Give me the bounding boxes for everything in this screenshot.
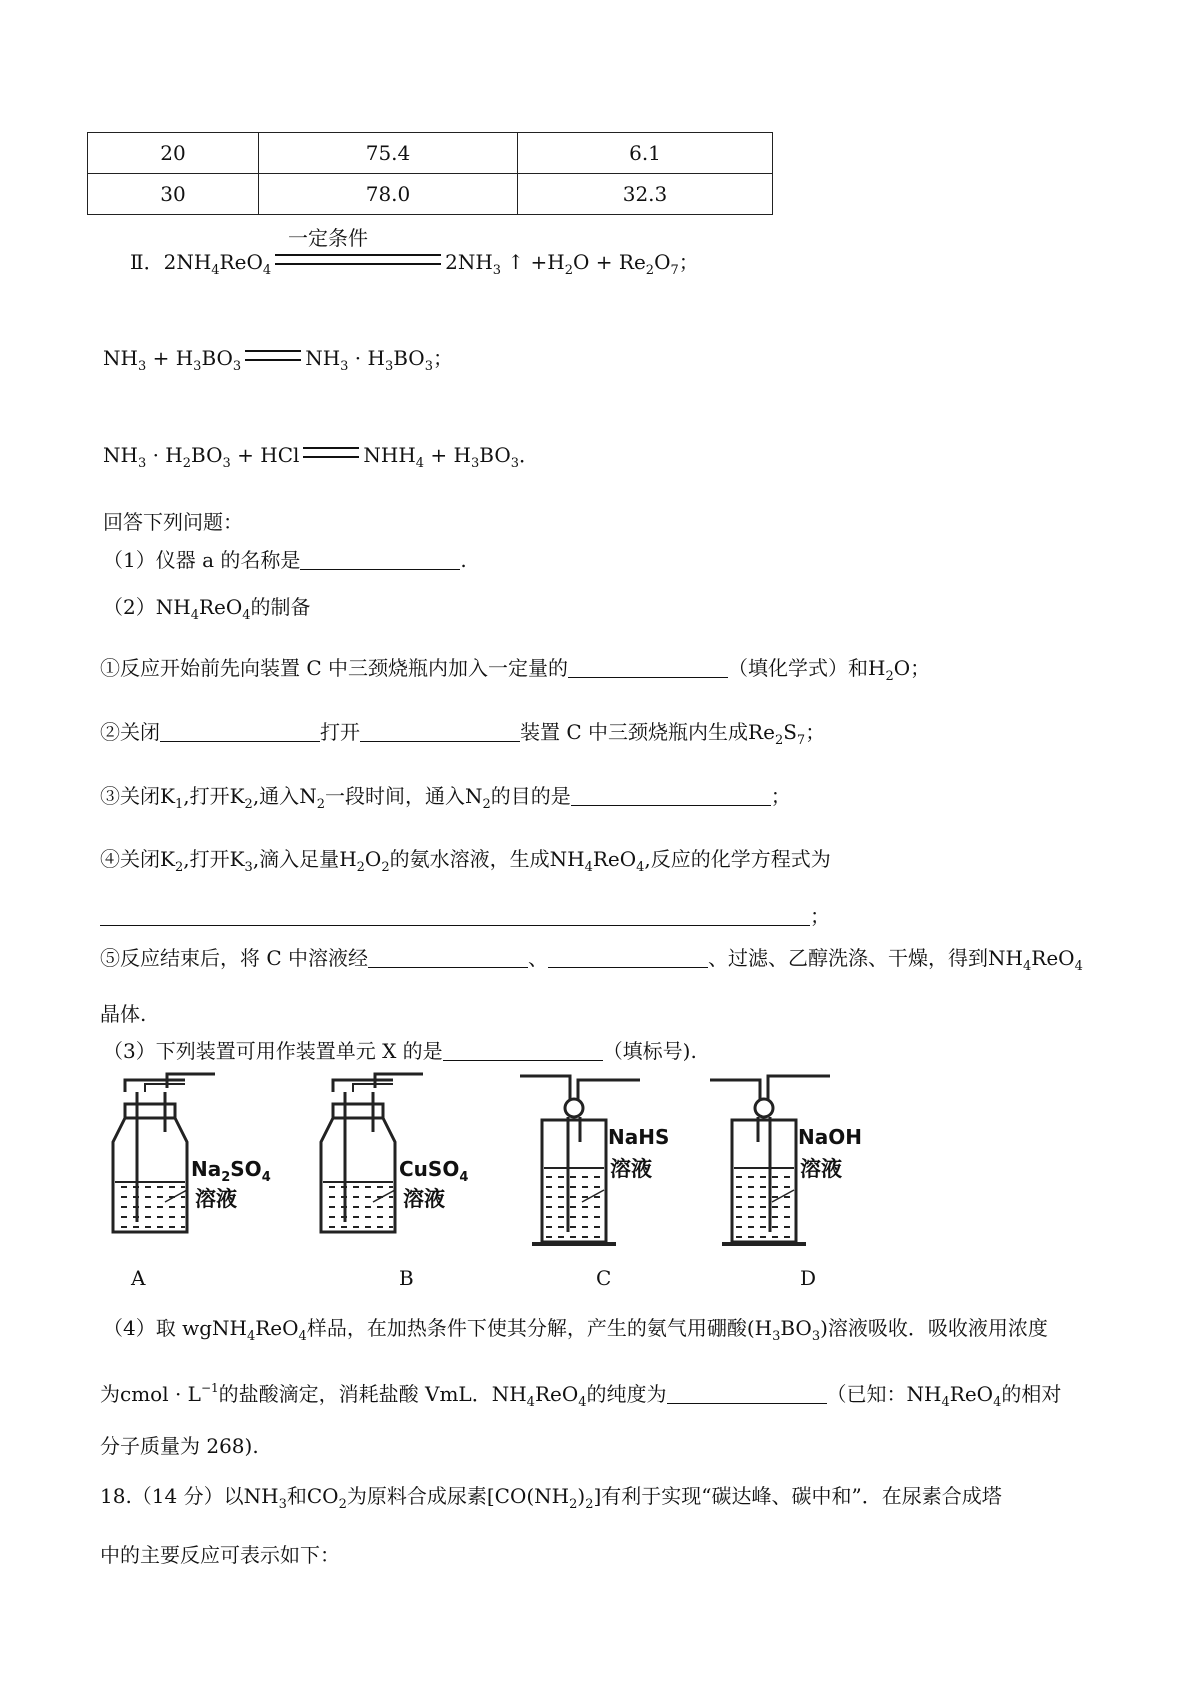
question-text: （填化学式）和 xyxy=(728,656,869,680)
question-2-1: ①反应开始前先向装置 C 中三颈烧瓶内加入一定量的 （填化学式）和$H_2O$； xyxy=(100,656,931,684)
question-2-2: ②关闭 打开 装置 C 中三颈烧瓶内生成$Re_2S_7$； xyxy=(100,720,826,748)
question-text: 打开 xyxy=(320,720,360,744)
table-cell: 30 xyxy=(88,174,259,215)
reaction-condition: 一定条件 xyxy=(288,226,368,250)
reagent-label: NaHS xyxy=(608,1125,670,1149)
question-4-line3: 分子质量为 268). xyxy=(100,1434,259,1458)
question-number: （2） xyxy=(103,595,156,619)
question-text: 的相对 xyxy=(1001,1382,1062,1406)
question-end: ； xyxy=(770,784,791,808)
question-2: $(2)NH_4ReO_4$的制备 xyxy=(103,595,311,623)
equation-1: Ⅱ．$2NH_4ReO_4$ $2NH_3$ ↑ $+H_2O + Re_2O_7$； xyxy=(130,250,699,278)
equation-3: $NH_3 \cdot H_2BO_3$ + HCl $NHH_4 + H_3BO_3$． xyxy=(103,443,540,471)
question-end: . xyxy=(460,548,467,572)
question-text: 装置 C 中三颈烧瓶内生成 xyxy=(520,720,749,744)
question-text: 一段时间，通入 xyxy=(324,784,465,808)
reagent-label: 溶液 xyxy=(403,1187,445,1211)
table-cell: 32.3 xyxy=(518,174,773,215)
question-2-3: ③关闭$K_1$,打开$K_2$,通入$N_2$一段时间，通入$N_2$的目的是 ； xyxy=(100,784,791,812)
question-text: ,打开 xyxy=(183,784,230,808)
question-2-5-line2: 晶体. xyxy=(100,1002,147,1026)
question-2-4: ④关闭$K_2$,打开$K_3$,滴入足量$H_2O_2$的氨水溶液，生成$NH_4ReO_4$,反应的化学方程式为 xyxy=(100,847,831,875)
apparatus-a xyxy=(113,1074,271,1232)
question-end: ； xyxy=(810,904,830,928)
question-text: 有利于实现“碳达峰、碳中和”．在尿素合成塔 xyxy=(601,1484,1002,1508)
option-label-a: A xyxy=(131,1266,146,1290)
answer-blank xyxy=(667,1387,827,1404)
table-row xyxy=(88,174,773,215)
answer-blank xyxy=(160,725,320,742)
question-text: ②关闭 xyxy=(100,720,160,744)
option-label-c: C xyxy=(596,1266,612,1290)
equation-prefix: Ⅱ． xyxy=(130,250,164,274)
question-18-line2: 中的主要反应可表示如下： xyxy=(100,1543,340,1567)
reagent-label: CuSO$_4$ xyxy=(399,1157,469,1185)
question-text: ,通入 xyxy=(252,784,300,808)
equation-end: ； xyxy=(678,250,699,274)
answer-blank xyxy=(360,725,520,742)
equals-sign xyxy=(275,254,441,265)
answer-blank xyxy=(100,909,810,926)
answer-blank xyxy=(571,789,771,806)
equals-sign xyxy=(303,447,359,458)
question-text: ,打开 xyxy=(183,847,230,871)
question-2-5: ⑤反应结束后，将 C 中溶液经 、 、过滤、乙醇洗涤、干燥，得到$NH_4ReO_4$ xyxy=(100,946,1083,974)
question-text: 和 xyxy=(286,1484,307,1508)
question-text: 、过滤、乙醇洗涤、干燥，得到 xyxy=(708,946,989,970)
apparatus-c xyxy=(520,1076,669,1244)
question-text: （1）仪器 a 的名称是 xyxy=(103,548,301,572)
reagent-label: 溶液 xyxy=(195,1187,237,1211)
equation-end: ． xyxy=(519,443,540,467)
question-text: （3）下列装置可用作装置单元 X 的是 xyxy=(103,1039,443,1063)
question-text: ⑤反应结束后，将 C 中溶液经 xyxy=(100,946,369,970)
question-3 xyxy=(103,1041,697,1061)
answer-intro: 回答下列问题： xyxy=(103,510,243,534)
separator: 、 xyxy=(528,946,549,970)
question-text: 的氨水溶液，生成 xyxy=(389,847,550,871)
question-text: ③关闭 xyxy=(100,784,160,808)
reagent-label: 溶液 xyxy=(610,1157,652,1181)
question-end: ； xyxy=(805,720,826,744)
question-end: ； xyxy=(910,656,931,680)
question-18: 18.（14 分）以$NH_3$和$CO_2$为原料合成尿素$[CO(NH_2)_2]$有利于实现“碳达峰、碳中和”．在尿素合成塔 xyxy=(100,1484,1002,1512)
question-text: 的纯度为 xyxy=(586,1382,667,1406)
question-2-4-answer xyxy=(100,906,830,926)
question-text: （填标号). xyxy=(602,1039,697,1063)
table-row xyxy=(88,133,773,174)
answer-blank xyxy=(300,553,460,570)
question-text: ④关闭 xyxy=(100,847,160,871)
reagent-label: 溶液 xyxy=(800,1157,842,1181)
apparatus-b xyxy=(321,1074,468,1232)
reagent-label: $Na_2SO_4$ xyxy=(191,1157,271,1185)
answer-blank xyxy=(568,661,728,678)
question-text: 样品，在加热条件下使其分解，产生的氨气用硼酸 xyxy=(306,1316,747,1340)
option-label-d: D xyxy=(800,1266,817,1290)
question-text: 为 xyxy=(100,1382,120,1406)
equals-sign xyxy=(245,350,301,361)
question-text: 18.（14 分）以 xyxy=(100,1484,244,1508)
question-text: 的制备 xyxy=(250,595,311,619)
answer-blank xyxy=(548,951,708,968)
reagent-label: NaOH xyxy=(798,1125,862,1149)
question-text: ,反应的化学方程式为 xyxy=(644,847,831,871)
question-1 xyxy=(103,550,467,570)
question-text: 为原料合成尿素 xyxy=(346,1484,487,1508)
equation-2: $NH_3 + H_3BO_3$ $NH_3 \cdot H_3BO_3$； xyxy=(103,346,453,374)
question-text: （已知： xyxy=(826,1382,907,1406)
table-cell: 20 xyxy=(88,133,259,174)
table-cell: 6.1 xyxy=(518,133,773,174)
answer-blank xyxy=(443,1044,603,1061)
question-text: 溶液吸收．吸收液用浓度 xyxy=(827,1316,1048,1340)
option-label-b: B xyxy=(399,1266,414,1290)
question-text: 的盐酸滴定，消耗盐酸 VmL． xyxy=(218,1382,492,1406)
question-4: （4）取 wgNH$_4$ReO$_4$样品，在加热条件下使其分解，产生的氨气用硼酸$(H_3BO_3)$溶液吸收．吸收液用浓度 xyxy=(103,1316,1048,1344)
question-text: 的目的是 xyxy=(490,784,571,808)
table-cell: 75.4 xyxy=(259,133,518,174)
question-text: ①反应开始前先向装置 C 中三颈烧瓶内加入一定量的 xyxy=(100,656,569,680)
data-table xyxy=(87,132,773,215)
apparatus-figure xyxy=(95,1072,975,1292)
apparatus-d xyxy=(710,1076,862,1244)
answer-blank xyxy=(368,951,528,968)
question-4-line2: 为cmol · $L^{-1}$的盐酸滴定，消耗盐酸 VmL．$NH_4ReO_4$的纯度为 （已知：$NH_4ReO_4$的相对 xyxy=(100,1381,1062,1410)
table-cell: 78.0 xyxy=(259,174,518,215)
question-text: ,滴入足量 xyxy=(252,847,340,871)
question-text: （4）取 wg xyxy=(103,1316,213,1340)
